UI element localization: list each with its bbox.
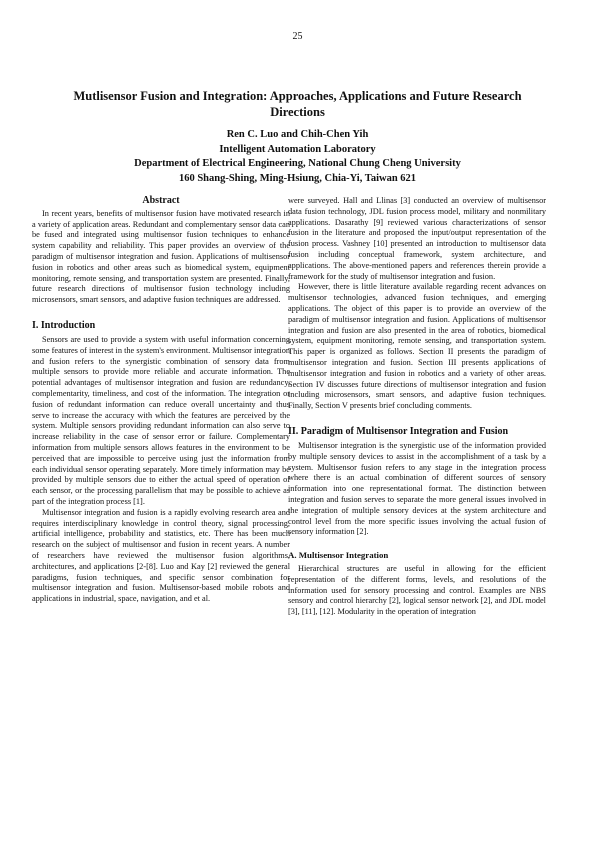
introduction-paragraph-2: Multisensor integration and fusion is a rapidly evolving research area and requires interdisciplinary knowledge in control theory, signal processing, artificial intelligence, probability and statistics, etc. There has been much research on the subject of multisensor and fusion in recent years. A number of researchers have reviewed the multisensor fusion algorithms, architectures, and applications [2-[8]. Luo and Kay [2] reviewed the general paradigms, fusion techniques, and specific sensor combination for multisensor integration and fusion. Multisensor-based mobile robots and applications in industrial, space, navigation, and et al.	[32, 507, 290, 604]
subsection-a-heading: A. Multisensor Integration	[288, 550, 389, 561]
introduction-paragraph-3: were surveyed. Hall and Llinas [3] conducted an overview of multisensor data fusion technology, JDL fusion process model, military and nonmilitary applications. Dasarathy [9] reviewed various characterizations of sensor fusion in the literature and proposed the input/output representation of the fusion process. Vashney [10] presented an introduction to multisensor data fusion including conceptual framework, system architecture, and applications. The above-mentioned papers and references therein provide a framework for the study of multisensor integration and fusion.	[288, 196, 546, 281]
left-column	[32, 196, 290, 605]
author-address: 160 Shang-Shing, Ming-Hsiung, Chia-Yi, Taiwan 621	[178, 172, 417, 184]
section-2-paragraph-2: Hierarchical structures are useful in allowing for the efficient representation of the different forms, levels, and resolutions of the information used for sensory processing and control. Examples are NBS sensory and control hierarchy [2], logical sensor network [2], and JDL model [3], [11], [12]. Modularity in the operation of integration	[288, 563, 546, 617]
author-block	[40, 128, 555, 186]
abstract-text: In recent years, benefits of multisensor fusion have motivated research in a variety of application areas. Redundant and complementary sensor data can be fused and integrated using multisensor fusion techniques to enhance system capability and reliability. This paper provides an overview of the paradigm of multisensor integration and fusion. Applications of multisensor fusion in robotics and other areas such as biomedical system, equipment monitoring, remote sensing, and transportation system are presented. Finally, future research directions of multisensor fusion technology including microsensors, smart sensors, and adaptive fusion techniques are addressed.	[32, 208, 290, 305]
paper-title: Mutlisensor Fusion and Integration: Approaches, Applications and Future Research Directions	[73, 89, 522, 119]
author-lab: Intelligent Automation Laboratory	[219, 143, 376, 155]
abstract-heading: Abstract	[142, 195, 180, 206]
page-number: 25	[292, 31, 303, 42]
section-2-paragraph-1: Multisensor integration is the synergistic use of the information provided by multiple sensory devices to assist in the accomplishment of a task by a system. Multisensor fusion refers to any stage in the integration process where there is an actual combination of different sources of sensory information into one representational format. The distinction between integration and fusion serves to separate the more general issues involved in the integration of multiple sensory devices at the system architecture and control level from the more specific issues involving the actual fusion of sensory information [2].	[288, 440, 546, 537]
introduction-paragraph-4: However, there is little literature available regarding recent advances on multisensor technologies, advanced fusion techniques, and emerging applications. The object of this paper is to provide an overview of the paradigm of multisensor integration and fusion. Applications of multisensor integration and fusion are also presented in the area of robotics, biomedical system, equipment monitoring, remote sensing, and transportation system. This paper is organized as follows. Section II presents the paradigm of multisensor integration and fusion. Section III presents applications of multisensor integration and fusion in robotics and a variety of other areas. Section IV discusses future directions of multisensor integration and fusion including microsensors, smart sensors, and adaptive fusion techniques. Finally, Section V presents brief concluding comments.	[288, 282, 546, 411]
author-department: Department of Electrical Engineering, National Chung Cheng University	[134, 158, 461, 169]
introduction-heading: I. Introduction	[32, 319, 96, 331]
author-names: Ren C. Luo and Chih-Chen Yih	[226, 129, 369, 140]
section-2-heading: II. Paradigm of Multisensor Integration and Fusion	[288, 425, 509, 437]
introduction-paragraph-1: Sensors are used to provide a system with useful information concerning some features of interest in the system's environment. Multisensor integration and fusion refers to the synergistic combination of sensory data from multiple sensors to provide more reliable and accurate information. The potential advantages of multisensor integration and fusion are redundancy, complementarity, timeliness, and cost of the information. The integration or fusion of redundant information can reduce overall uncertainty and thus serve to increase the accuracy with which the features are perceived by the system. Multiple sensors providing redundant information can also serve to increase reliability in the case of sensor error or failure. Complementary information from multiple sensors allows features in the environment to be perceived that are impossible to perceive using just the information from each individual sensor operating separately. More timely information may be provided by multiple sensors due to either the actual speed of operation of each sensor, or the processing parallelism that may be possible to achieve as part of the integration process [1].	[32, 334, 290, 506]
right-column	[288, 196, 546, 618]
